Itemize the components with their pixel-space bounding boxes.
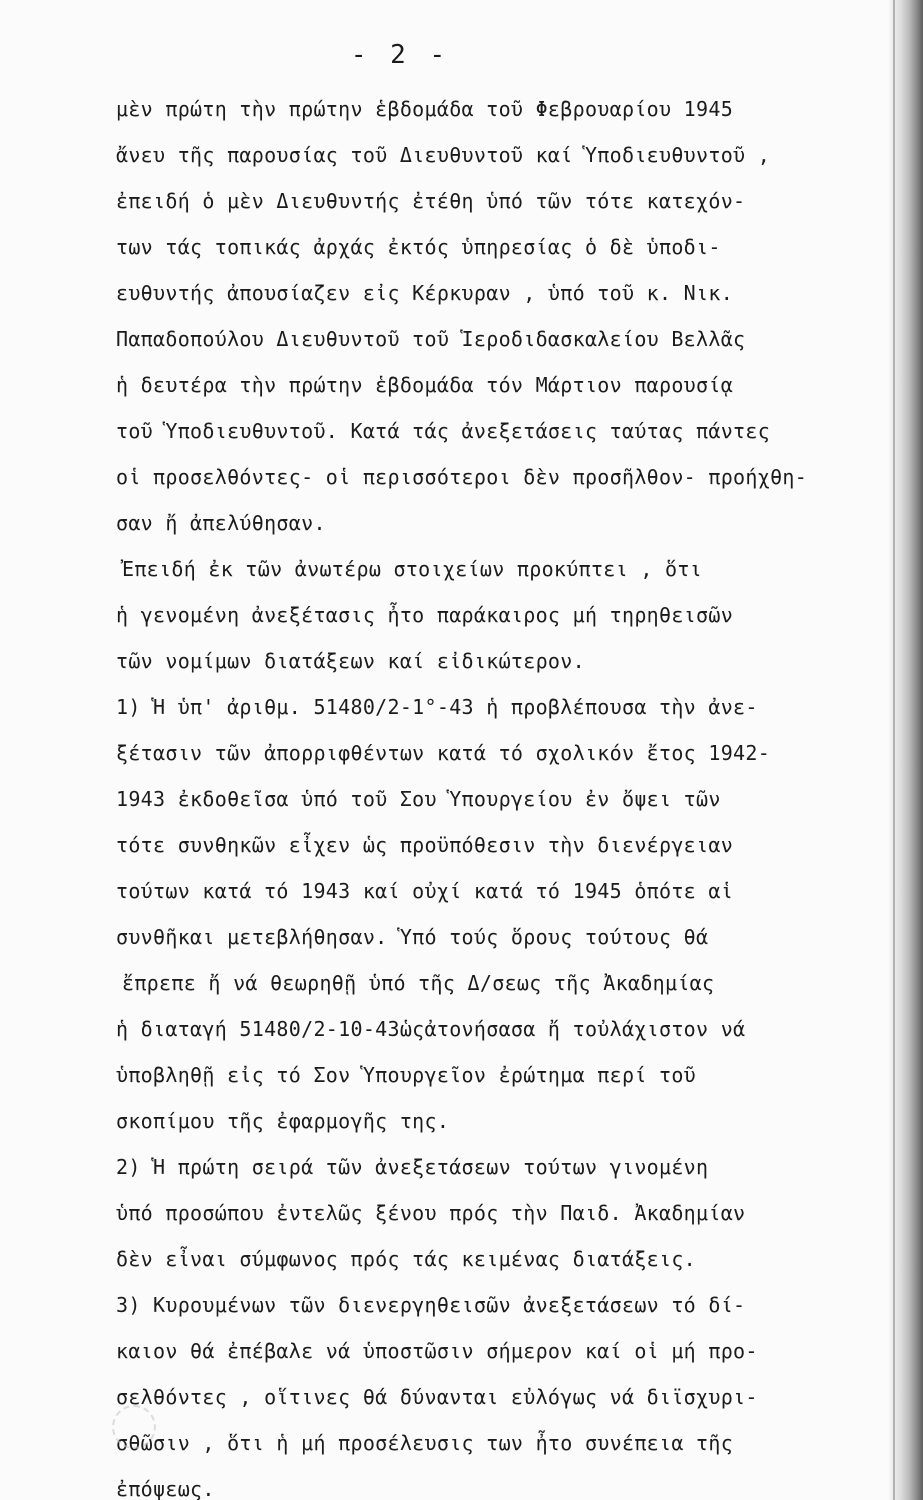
text-line: συνθῆκαι μετεβλήθησαν. Ὑπό τούς ὅρους τούτους θά (116, 925, 709, 949)
page-edge-line (893, 0, 895, 1500)
text-line: ἡ διαταγή 51480/2-10-43ὡςἀτονήσασα ἤ τοὐλάχιστον νά (116, 1017, 746, 1041)
text-line: ἡ δευτέρα τὴν πρώτην ἑβδομάδα τόν Μάρτιον παρουσίᾳ (116, 373, 734, 397)
text-line: ὑπό προσώπου ἐντελῶς ξένου πρός τὴν Παιδ. Ἀκαδημίαν (116, 1201, 746, 1225)
text-line: ἐπόψεως. (116, 1477, 215, 1500)
text-line: καιον θά ἐπέβαλε νά ὑποστῶσιν σήμερον καί οἱ μή προ- (116, 1339, 758, 1363)
text-line: Ἐπειδή ἐκ τῶν ἀνωτέρω στοιχείων προκύπτει , ὅτι (122, 557, 703, 581)
text-line: τοῦ Ὑποδιευθυντοῦ. Κατά τάς ἀνεξετάσεις ταύτας πάντες (116, 419, 771, 443)
text-line: 3) Κυρουμένων τῶν διενεργηθεισῶν ἀνεξετάσεων τό δί- (116, 1293, 746, 1317)
text-line: ἔπρεπε ἤ νά θεωρηθῇ ὑπό τῆς Δ/σεως τῆς Ἀκαδημίας (122, 971, 715, 995)
text-line: σθῶσιν , ὅτι ἡ μή προσέλευσις των ἦτο συνέπεια τῆς (116, 1431, 734, 1455)
text-line: μὲν πρώτη τὴν πρώτην ἑβδομάδα τοῦ Φεβρουαρίου 1945 (116, 97, 734, 121)
text-line: ξέτασιν τῶν ἀπορριφθέντων κατά τό σχολικόν ἔτος 1942- (116, 741, 771, 765)
text-line: σαν ἤ ἀπελύθησαν. (116, 511, 326, 535)
text-line: ἐπειδή ὁ μὲν Διευθυντής ἐτέθη ὑπό τῶν τότε κατεχόν- (116, 189, 746, 213)
text-line: ὑποβληθῇ εἰς τό Σον Ὑπουργεῖον ἐρώτημα περί τοῦ (116, 1063, 697, 1087)
text-line: των τάς τοπικάς ἀρχάς ἐκτός ὑπηρεσίας ὁ δὲ ὑποδι- (116, 235, 721, 259)
text-line: δὲν εἶναι σύμφωνος πρός τάς κειμένας διατάξεις. (116, 1247, 697, 1271)
text-line: τῶν νομίμων διατάξεων καί εἰδικώτερον. (116, 649, 585, 673)
text-line: οἱ προσελθόντες- οἱ περισσότεροι δὲν προσῆλθον- προήχθη- (116, 465, 808, 489)
text-line: τούτων κατά τό 1943 καί οὐχί κατά τό 1945 ὁπότε αἱ (116, 879, 734, 903)
body-text (116, 86, 886, 1500)
faint-seal-mark (112, 1405, 156, 1449)
text-line: σκοπίμου τῆς ἐφαρμογῆς της. (116, 1109, 450, 1133)
text-line: Παπαδοπούλου Διευθυντοῦ τοῦ Ἱεροδιδασκαλείου Βελλᾶς (116, 327, 746, 351)
text-line: ἄνευ τῆς παρουσίας τοῦ Διευθυντοῦ καί Ὑποδιευθυντοῦ , (116, 143, 771, 167)
text-line: ευθυντής ἀπουσίαζεν εἰς Κέρκυραν , ὑπό τοῦ κ. Νικ. (116, 281, 734, 305)
text-line: 1) Ἡ ὑπ' ἀριθμ. 51480/2-1°-43 ἡ προβλέπουσα τὴν ἀνε- (116, 695, 758, 719)
text-line: τότε συνθηκῶν εἶχεν ὡς προϋπόθεσιν τὴν διενέργειαν (116, 833, 734, 857)
page-number: - 2 - (350, 40, 450, 70)
text-line: ἡ γενομένη ἀνεξέτασις ἦτο παράκαιρος μή τηρηθεισῶν (116, 603, 734, 627)
text-line: 2) Ἡ πρώτη σειρά τῶν ἀνεξετάσεων τούτων γινομένη (116, 1155, 709, 1179)
text-line: 1943 ἐκδοθεῖσα ὑπό τοῦ Σου Ὑπουργείου ἐν ὄψει τῶν (116, 787, 721, 811)
text-line: σελθόντες , οἵτινες θά δύνανται εὐλόγως νά διϊσχυρι- (116, 1385, 758, 1409)
